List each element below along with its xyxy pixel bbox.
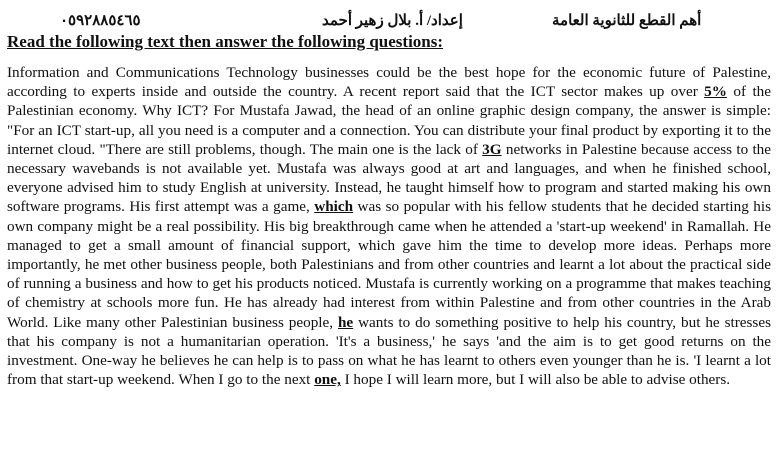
underlined-word: 3G	[482, 140, 502, 158]
page-header	[0, 4, 776, 30]
passage-text: of the Palestinian economy. Why ICT? For Mustafa Jawad, the head of an online graphic design company, the answer is simple: "For an ICT start-up, all you need is a computer and a connection. You can distribute your final product by exporting it to the internet cloud. "There are still problems, though. The main one is the lack of	[7, 83, 771, 158]
underlined-word: which	[314, 198, 354, 216]
passage-text: Information and Communications Technology businesses could be the best hope for the economic future of Palestine, according to experts inside and outside the country. A recent report said that the ICT sector makes up over	[7, 64, 771, 101]
reading-passage	[7, 63, 771, 389]
passage-text: I hope I will learn more, but I will also be able to advise others.	[340, 371, 731, 389]
passage-text: wants to do something positive to help his country, but he stresses that his company is not a humanitarian operation. 'It's a business,' he says 'and the aim is to get good returns on the investment. One-way he believes he can help is to pass on what he has learnt to others even younger than he is. 'I learnt a lot from that start-up weekend. When I go to the next	[7, 313, 771, 389]
underlined-word: one,	[314, 371, 341, 389]
passage-paragraph	[7, 63, 771, 389]
passage-text: networks in Palestine because access to the necessary wavebands is not available yet. Mustafa was always good at art and languages, and when he finished school, everyone advised him to study English at university. Instead, he taught himself how to program and started making his own software programs. His first attempt was a game,	[7, 140, 771, 216]
instruction-heading: Read the following text then answer the following questions:	[7, 32, 444, 51]
underlined-word: he	[337, 313, 354, 331]
passage-text: was so popular with his fellow students that he decided starting his own company might be a real possibility. His big breakthrough came when he attended a 'start-up weekend' in Ramallah. He managed to get a small amount of financial support, which gave him the time to develop more ideas. Perhaps more importantly, he met other business people, both Palestinians and from other countries and learnt a lot about the practical side of running a business and how to get his products noticed. Mustafa is currently working on a programme that makes teaching of chemistry at schools more fun. He has already had interest from within Palestine and from other countries in the Arab World. Like many other Palestinian business people,	[7, 198, 772, 331]
header-author: إعداد/ أ. بلال زهير أحمد	[322, 13, 463, 29]
underlined-word: 5%	[704, 83, 727, 101]
header-phone: ٠٥٩٢٨٨٥٤٦٥	[60, 13, 141, 29]
header-title: أهم القطع للثانوية العامة	[552, 13, 702, 29]
